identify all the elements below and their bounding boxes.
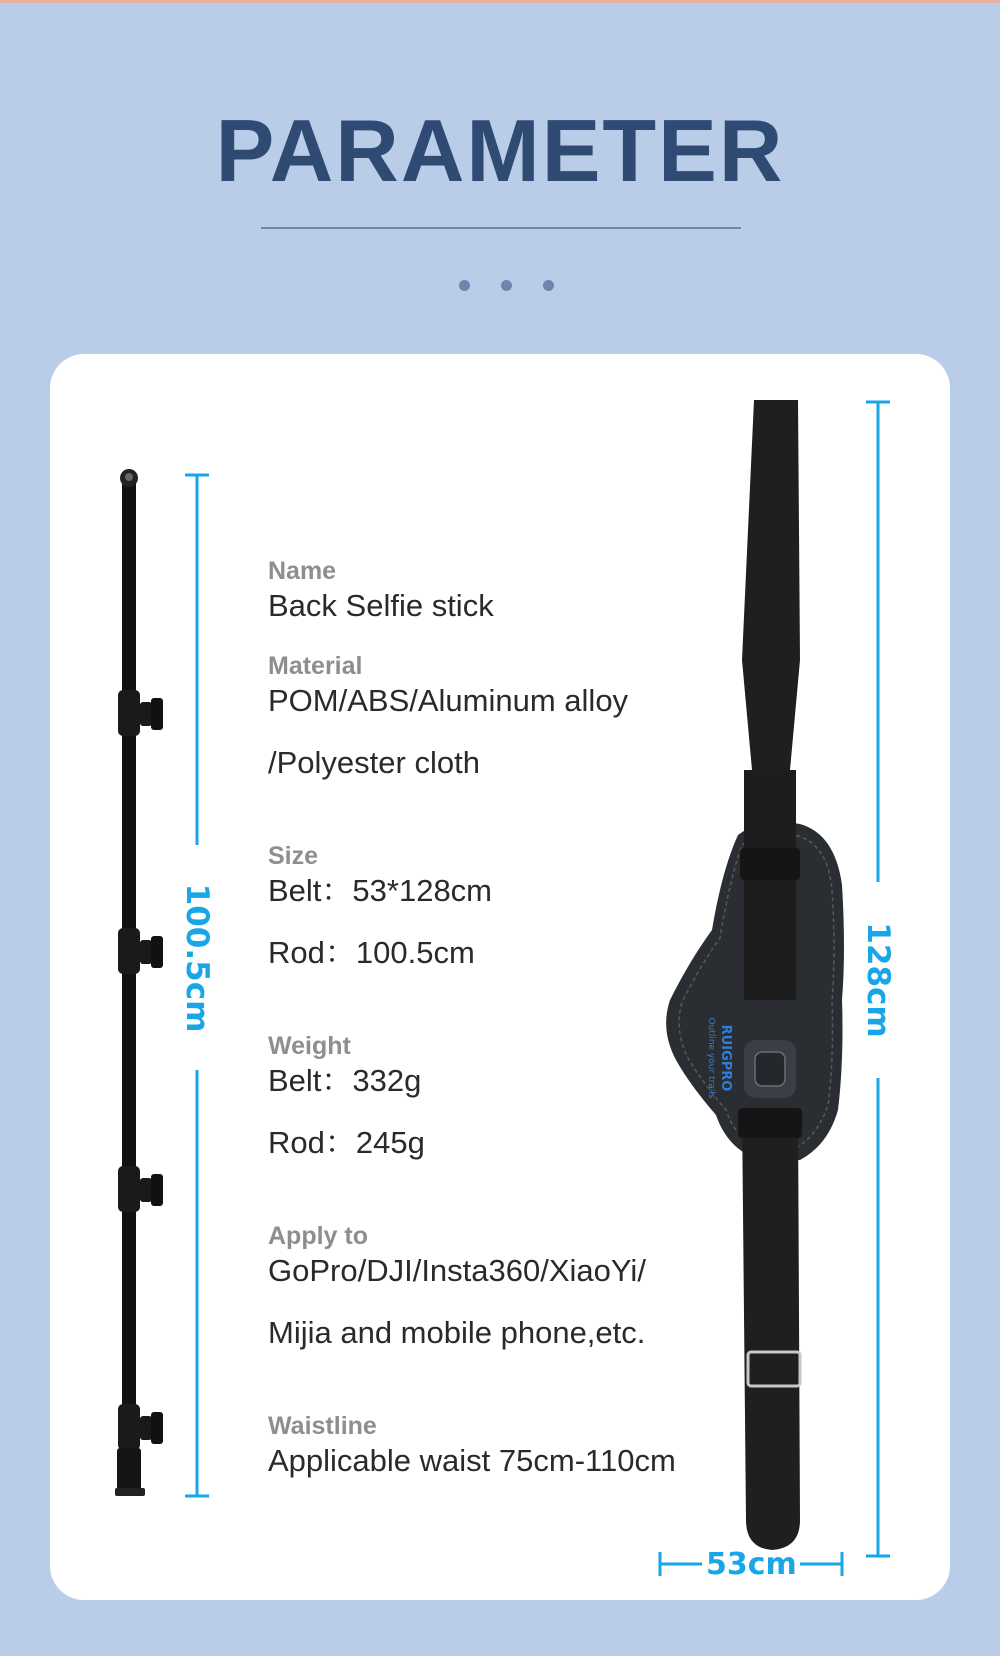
spec-value: Mijia and mobile phone,etc.	[268, 1315, 646, 1350]
page-title: PARAMETER	[215, 101, 785, 200]
spec-value: GoPro/DJI/Insta360/XiaoYi/	[268, 1253, 646, 1288]
spec-value: Belt：53*128cm	[268, 873, 493, 908]
brand-name: RUIGPRO	[718, 1024, 733, 1092]
selfie-stick-illustration	[115, 469, 163, 1496]
spec-value: Back Selfie stick	[268, 588, 494, 623]
belt-length-label: 128cm	[860, 922, 896, 1038]
spec-material	[268, 651, 728, 783]
spec-apply-to	[268, 1221, 728, 1353]
spec-size	[268, 841, 728, 973]
spec-value: Rod：245g	[268, 1125, 425, 1160]
spec-name	[268, 556, 728, 626]
rod-joint	[118, 1166, 163, 1212]
rod-joint	[118, 928, 163, 974]
spec-label: Material	[268, 652, 363, 680]
rod-joint	[118, 1404, 163, 1450]
spec-label: Weight	[268, 1032, 351, 1060]
rod-joint	[118, 690, 163, 736]
spec-label: Size	[268, 842, 319, 870]
spec-value: POM/ABS/Aluminum alloy	[268, 683, 629, 718]
spec-value: Applicable waist 75cm-110cm	[268, 1443, 676, 1478]
brand-tagline: Outline your trails	[706, 1017, 716, 1099]
rod-length-label: 100.5cm	[179, 883, 215, 1033]
spec-label: Waistline	[268, 1412, 377, 1440]
spec-waistline	[268, 1411, 728, 1481]
belt-width-label: 53cm	[706, 1547, 797, 1582]
spec-weight	[268, 1031, 728, 1163]
spec-label: Name	[268, 557, 337, 585]
spec-label: Apply to	[268, 1222, 368, 1250]
spec-value: /Polyester cloth	[268, 745, 480, 780]
spec-value: Belt：332g	[268, 1063, 422, 1098]
spec-value: Rod：100.5cm	[268, 935, 475, 970]
